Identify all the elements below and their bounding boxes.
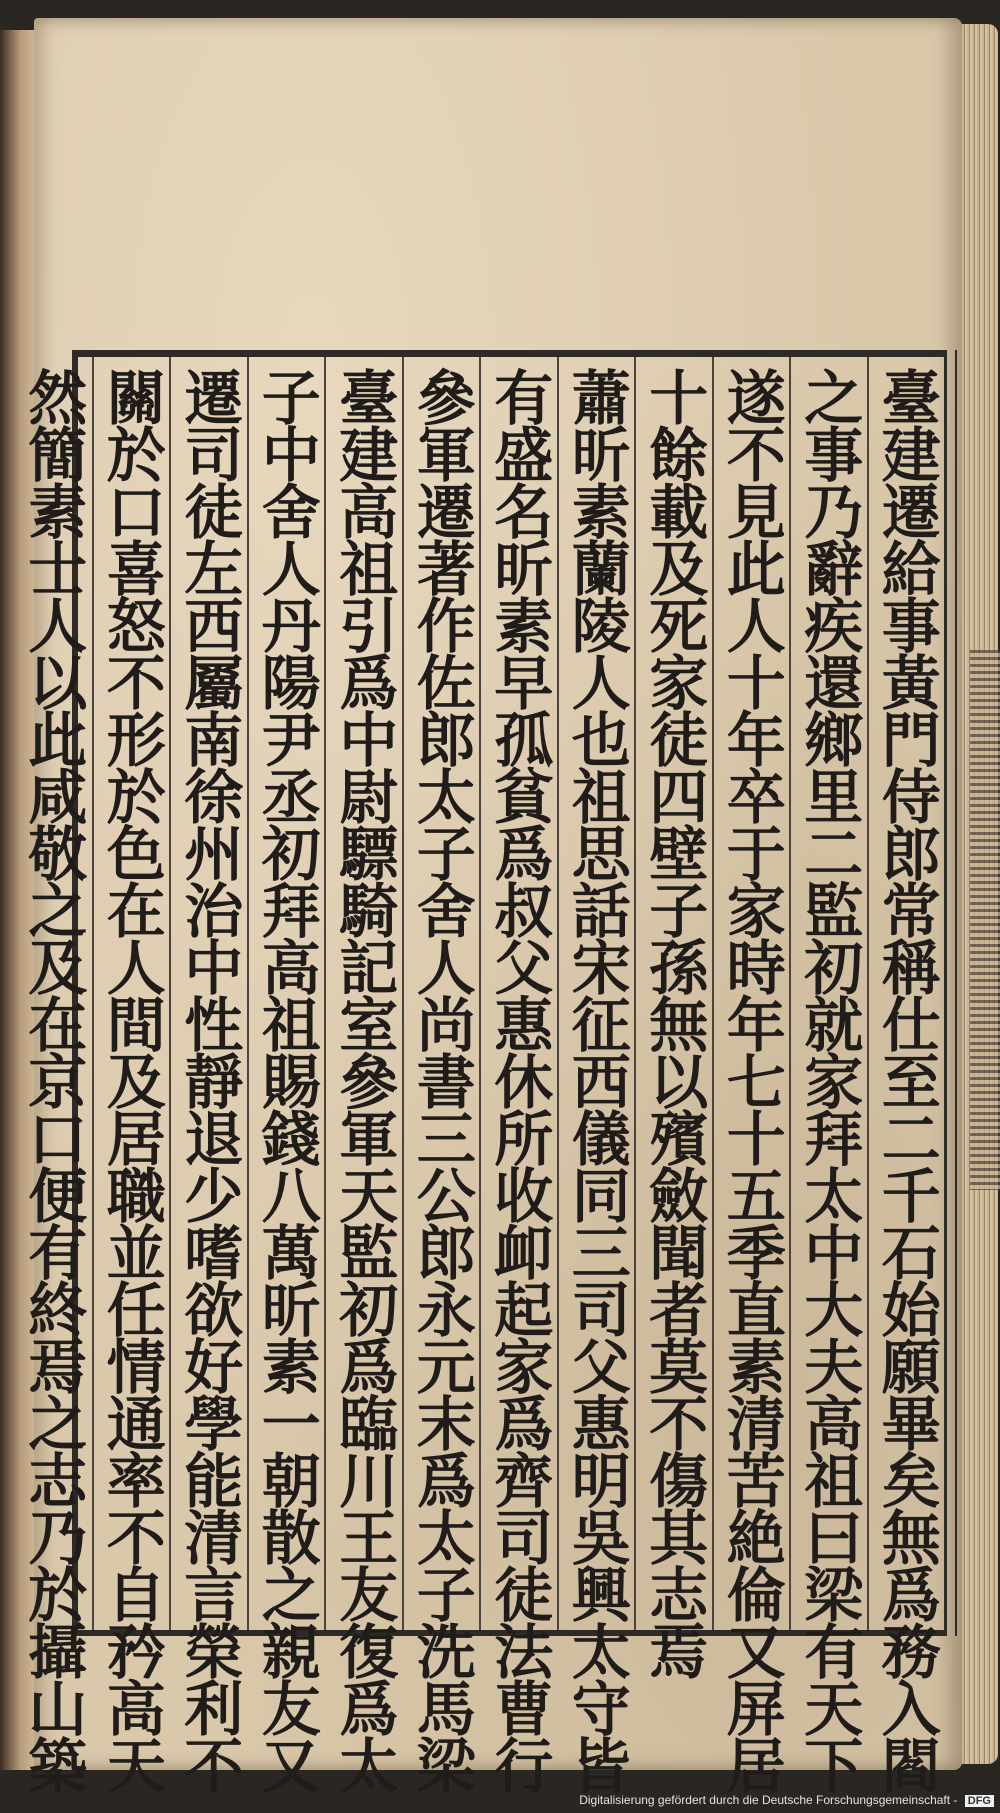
text-column — [479, 357, 557, 1792]
column-text: 關於口喜怒不形於色在人間及居職並任情通率不自矜高天 — [96, 367, 166, 1792]
page-tab-marks — [970, 650, 1000, 1190]
dfg-logo: DFG — [965, 1795, 994, 1807]
text-column — [634, 357, 712, 1678]
text-column — [557, 357, 635, 1792]
column-text: 子中舍人丹陽尹丞初拜高祖賜錢八萬昕素一朝散之親友又 — [251, 367, 321, 1792]
text-column — [14, 357, 92, 1792]
text-column — [324, 357, 402, 1792]
column-text: 然簡素士人以此咸敬之及在京口便有終焉之志乃於攝山築 — [18, 367, 88, 1792]
text-frame — [18, 350, 947, 1792]
column-text: 臺建遷給事黃門侍郎常稱仕至二千石始願畢矣無爲務入閻 — [871, 367, 941, 1792]
center-fold-line — [955, 350, 965, 1636]
digitization-credit — [579, 1793, 994, 1807]
text-column — [789, 357, 867, 1792]
column-text: 蕭昕素蘭陵人也祖思話宋征西儀同三司父惠明吳興太守皆 — [561, 367, 631, 1792]
column-text: 十餘載及死家徒四壁子孫無以殯斂聞者莫不傷其志焉 — [639, 367, 709, 1678]
text-column — [712, 357, 790, 1792]
column-text: 遷司徒左西屬南徐州治中性靜退少嗜欲好學能清言榮利不 — [174, 367, 244, 1792]
text-column — [402, 357, 480, 1792]
text-column — [867, 357, 945, 1792]
text-column — [169, 357, 247, 1792]
text-column — [92, 357, 170, 1792]
column-text: 遂不見此人十年卒于家時年七十五季直素清苦絶倫又屏居 — [716, 367, 786, 1792]
text-column — [247, 357, 325, 1792]
column-text: 臺建高祖引爲中尉驃騎記室參軍天監初爲臨川王友復爲太 — [329, 367, 399, 1792]
credit-text: Digitalisierung gefördert durch die Deutsche Forschungsgemeinschaft - — [579, 1793, 958, 1807]
column-text: 之事乃辭疾還鄉里二監初就家拜太中大夫高祖曰梁有天下 — [794, 367, 864, 1792]
column-text: 有盛名昕素早孤貧爲叔父惠休所收卹起家爲齊司徒法曹行 — [484, 367, 554, 1792]
column-text: 參軍遷著作佐郎太子舍人尚書三公郎永元末爲太子洗馬梁 — [406, 367, 476, 1792]
